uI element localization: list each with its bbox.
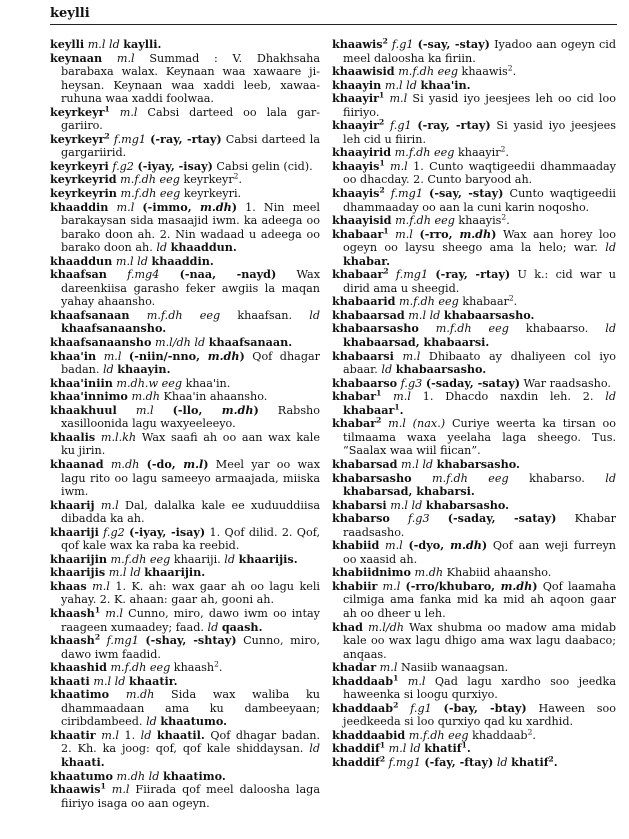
dictionary-entry: khabaarid m.f.dh eeg khabaar$^2$. [332,293,518,309]
dictionary-entry: khabar$^1$ m.l 1. Dhacdo naxdin leh. 2. ld khabaar$^1$. [332,388,616,417]
dictionary-entry: khaatimo m.dh Sida wax waliba ku dhammaadaan ama ku dambeeyaan; ciribdambeed. ld khaatumo. [50,687,320,729]
dictionary-entry: khabarsad m.l ld khabarsasho. [332,456,520,471]
dictionary-entry: khad m.l/dh Wax shubma oo madow ama midab kale oo wax lagu dhigo ama wax lagu daabaco; anqaas. [332,619,616,661]
dictionary-entry: khabiid m.l (-dyo, m.dh) Qof aan weji furreyn oo xaasid ah. [332,538,617,566]
dictionary-entry: khaatir m.l 1. ld khaatil. Qof dhagar badan. 2. Kh. ka joog: qof, qof kale shiddaysan. ld khaati. [50,727,320,769]
dictionary-entry: khaarijis m.l ld khaarijin. [50,565,206,580]
dictionary-entry: khaayir$^1$ m.l Si yasid iyo jeesjees leh oo cid loo fiiriyo. [332,90,616,119]
dictionary-entry: khaayis$^1$ m.l 1. Cunto waqtigeedii dhammaaday oo dhacday. 2. Cunto baryood ah. [332,158,616,187]
dictionary-entry: khaakhuul m.l (-llo, m.dh) Rabsho xasilloonida lagu waxyeeleeyo. [50,402,320,431]
dictionary-entry: khaayin m.l ld khaa'in. [332,77,471,92]
running-headword: keylli [50,6,90,21]
dictionary-entry: khaash$^2$ f.mg1 (-shay, -shtay) Cunno, miro, dawo iwm faadid. [50,632,320,661]
dictionary-entry: khaawisid m.f.dh eeg khaawis$^2$. [332,63,517,79]
dictionary-entry: khaafsan f.mg4 (-naa, -nayd) Wax dareenkiisa garasho feker awgiis la maqan yahay ahaansho. [50,267,321,309]
dictionary-entry: khaarij m.l Dal, dalalka kale ee xuduuddiisa dibadda ka ah. [50,497,320,526]
dictionary-entry: khaa'iniin m.dh.w eeg khaa'in. [50,375,231,390]
dictionary-entry: khabaarsasho m.f.dh eeg khabaarso. ld khabaarsad, khabaarsi. [332,321,616,350]
dictionary-entry: khaanad m.dh (-do, m.l) Meel yar oo wax lagu rito oo lagu sameeyo armaajada, miiska iwm. [50,456,321,499]
dictionary-entry: khaash$^1$ m.l Cunno, miro, dawo iwm oo intay raageen xumaadey; faad. ld qaash. [50,605,320,634]
dictionary-entry: khaarijin m.f.dh eeg khaariji. ld khaarijis. [50,551,298,566]
dictionary-entry: khaddaab$^1$ m.l Qad lagu xardho soo jeedka haweenka si loogu qurxiyo. [332,672,616,702]
dictionary-entry: khadar m.l Nasiib wanaagsan. [332,660,509,675]
dictionary-entry: khaati m.l ld khaatir. [50,673,178,688]
dictionary-entry: keynaan m.l Summad : V. Dhakhsaha barabaxa walax. Keynaan waa xawaare ji-heysan. Keynaan waa xaddi leeb, xawaa-ruhuna waa xaddi foolwaa. [50,50,320,106]
dictionary-entry: keyrkeyrin m.f.dh eeg keyrkeyri. [50,186,242,201]
dictionary-entry: khabarso f.g3 (-saday, -satay) Khabar raadsasho. [332,511,616,539]
dictionary-entry: khabaar$^2$ f.mg1 (-ray, -rtay) U k.: cid war u dirid ama u sheegid. [332,266,617,295]
dictionary-entry: khaddaabid m.f.dh eeg khaddaab$^2$. [332,727,536,742]
dictionary-entry: khabarsasho m.f.dh eeg khabarso. ld khabarsad, khabarsi. [332,470,616,499]
dictionary-entry: khaafsanaansho m.l/dh ld khaafsanaan. [50,335,293,350]
dictionary-entry: khaddaab$^2$ f.g1 (-bay, -btay) Haween soo jeedkeeda si loo qurxiyo qad ku xardhid. [332,700,616,729]
dictionary-entry: keyrkeyr$^1$ m.l Cabsi darteed oo lala gar-gariiro. [50,104,320,133]
dictionary-entry: khabaarso f.g3 (-saday, -satay) War raadsasho. [332,375,611,390]
dictionary-entry: khaayis$^2$ f.mg1 (-say, -stay) Cunto waqtigeedii dhammaaday oo aan la cuni karin noqosho. [332,185,616,214]
dictionary-entry: khaa'innimo m.dh Khaa'in ahaansho. [50,389,268,404]
dictionary-entry: khaa'in m.l (-niin/-nno, m.dh) Qof dhagar badan. ld khaayin. [50,348,321,377]
dictionary-entry: khaafsanaan m.f.dh eeg khaafsan. ld khaafsanaansho. [50,307,320,336]
dictionary-entry: keyrkeyrid m.f.dh eeg keyrkeyr$^2$. [50,171,243,187]
dictionary-entry: khaayisid m.f.dh eeg khaayis$^2$. [332,212,510,228]
dictionary-entry: khaatumo m.dh ld khaatimo. [50,768,226,783]
dictionary-entry: khaayirid m.f.dh eeg khaayir$^2$. [332,144,509,160]
dictionary-entry: khaas m.l 1. K. ah: wax gaar ah oo lagu keli yahay. 2. K. ahaan: gaar ah, gooni ah. [50,578,320,607]
dictionary-entry: khabiir m.l (-rro/khubaro, m.dh) Qof laamaha cilmiga ama fanka mid ka mid ah aqoon gaar ah oo dheer u leh. [332,578,617,620]
dictionary-entry: khaalis m.l.kh Wax saafi ah oo aan wax kale ku jirin. [50,429,320,458]
dictionary-entry: khabarsi m.l ld khabarsasho. [332,497,510,512]
left-column [50,38,320,810]
dictionary-entry: khaariji f.g2 (-iyay, -isay) 1. Qof dilid. 2. Qof, qof kale wax ka raba ka reebid. [50,524,321,553]
dictionary-entry: khabaar$^1$ m.l (-rro, m.dh) Wax aan horey loo ogeyn oo laysu sheego ama la helo; war. ld khabar. [332,225,616,268]
dictionary-entry: khabaarsad m.l ld khabaarsasho. [332,307,535,322]
dictionary-entry: khabar$^2$ m.l (nax.) Curiye weerta ka tirsan oo tilmaama waxa yeelaha laga sheego. Tus. “Saalax waa wiil fiican”. [332,415,617,458]
dictionary-entry: khaawis$^2$ f.g1 (-say, -stay) Iyadoo aan ogeyn cid meel daloosha ka firiin. [332,36,617,65]
dictionary-entry: khaayir$^2$ f.g1 (-ray, -rtay) Si yasid iyo jeesjees leh cid u fiirin. [332,117,616,146]
dictionary-entry: keyrkeyri f.g2 (-iyay, -isay) Cabsi gelin (cid). [50,158,313,173]
dictionary-entry: khaawis$^1$ m.l Fiirada qof meel daloosha laga fiiriyo isaga oo aan ogeyn. [50,781,321,810]
dictionary-entry: khaashid m.f.dh eeg khaash$^2$. [50,659,223,675]
dictionary-entry: khabiidnimo m.dh Khabiid ahaansho. [332,565,552,580]
dictionary-entry: keyrkeyr$^2$ f.mg1 (-ray, -rtay) Cabsi darteed la gargariirid. [50,131,320,160]
right-column [332,38,616,770]
dictionary-entry: khaaddin m.l (-immo, m.dh) 1. Nin meel barakaysan sida masaajid iwm. ka adeega oo barako doon ah. 2. Nin wadaad u adeega oo barako doon ah. ld khaaddun. [50,199,321,255]
dictionary-entry: khaddif$^1$ m.l ld khatif$^1$. [332,740,471,756]
dictionary-entry: khaaddun m.l ld khaaddin. [50,253,214,268]
dictionary-entry: khaddif$^2$ f.mg1 (-fay, -ftay) ld khatif$^2$. [332,754,558,769]
dictionary-entry: keylli m.l ld kaylli. [50,37,162,51]
page-header [50,2,617,25]
dictionary-entry: khabaarsi m.l Dhibaato ay dhaliyeen col iyo abaar. ld khabaarsasho. [332,348,616,377]
